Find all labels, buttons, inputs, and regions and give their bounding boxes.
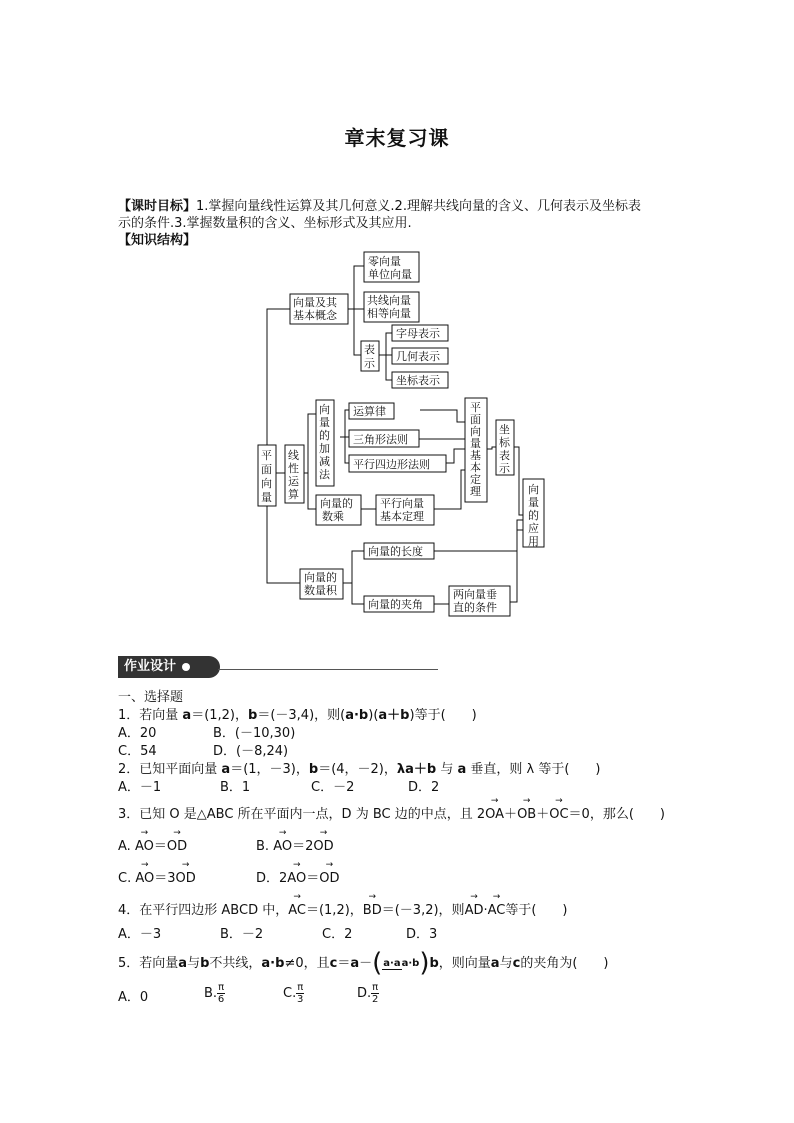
q2-lambda: λa＋b: [396, 762, 437, 777]
basis-thm-char-6: 本: [470, 461, 481, 474]
q4-dot: ·: [483, 903, 488, 918]
unit-vector-label: 单位向量: [368, 268, 412, 281]
angle-label: 向量的夹角: [368, 598, 423, 611]
basis-thm-char-5: 基: [470, 449, 481, 462]
q2-eq2: ＝(4，－2)，: [318, 762, 397, 777]
q5-b-num: π: [218, 982, 225, 993]
q4-vec-ad: → AD: [465, 902, 484, 919]
q3-a-v2: → OD: [167, 838, 187, 855]
q1-option-d[interactable]: D．(－8,24): [213, 744, 289, 759]
scalar-mult-label-2: 数乘: [322, 510, 344, 523]
q2-option-c[interactable]: C．－2: [311, 780, 355, 795]
linear-op-char-3: 运: [288, 475, 299, 488]
q5-b-den: 6: [217, 994, 225, 1005]
q4-option-b[interactable]: B．－2: [220, 927, 264, 942]
equal-label: 相等向量: [367, 307, 411, 320]
q1-mid: )(: [368, 708, 379, 723]
q5-d-pre: D.: [357, 986, 372, 1001]
q3-option-a[interactable]: [118, 838, 187, 855]
q5-d-fraction: [371, 982, 379, 1005]
representation-label-2: 示: [364, 357, 375, 370]
question-4-stem: [118, 902, 568, 919]
q5-mid2: 不共线，: [209, 955, 262, 971]
q5-d-num: π: [372, 982, 379, 993]
q3-d-v1: → AO: [287, 870, 306, 887]
q3-vec-ob: → OB: [517, 806, 536, 823]
q2-prefix: 2．已知平面向量: [118, 762, 222, 777]
q2-tail: 垂直，则 λ 等于( ): [466, 762, 601, 777]
application-char-3: 的: [528, 509, 539, 522]
add-sub-char-4: 加: [319, 442, 330, 455]
q3-tail: ＝0，那么( ): [568, 807, 665, 822]
q5-c-den: 3: [297, 994, 304, 1005]
q5-c-num: π: [297, 982, 304, 993]
q3-vec-oa: → OA: [485, 806, 504, 823]
q4-option-a[interactable]: A．－3: [118, 927, 162, 942]
linear-op-char-4: 算: [288, 488, 299, 501]
q2-mid: 与: [436, 762, 458, 777]
basis-thm-char-3: 向: [470, 425, 481, 438]
banner-tag: [118, 656, 220, 678]
q1-option-c[interactable]: C．54: [118, 744, 157, 759]
q1-vec-b: b: [248, 708, 258, 723]
scalar-mult-label-1: 向量的: [320, 497, 353, 510]
q2-eq1: ＝(1，－3)，: [230, 762, 309, 777]
q3-d-mid: ＝: [306, 871, 320, 886]
q3-b-pre: B.: [256, 839, 274, 854]
q5-vec-b2: b: [429, 955, 439, 971]
question-2-stem: [118, 761, 600, 778]
q5-minus: －: [359, 955, 373, 971]
zero-vector-label: 零向量: [368, 255, 401, 268]
q2-vec-a2: a: [457, 762, 467, 777]
q1-option-a[interactable]: A．20: [118, 726, 157, 741]
q5-option-d[interactable]: [357, 982, 379, 1005]
q5-mid4: ＝: [337, 955, 351, 971]
application-char-1: 向: [528, 483, 539, 496]
homework-banner: [118, 656, 438, 678]
q3-b-mid: ＝2: [292, 839, 314, 854]
basic-concept-label-2: 基本概念: [293, 309, 337, 322]
q3-option-b[interactable]: [256, 838, 334, 855]
q3-d-v2: → OD: [319, 870, 339, 887]
application-char-2: 量: [528, 496, 539, 509]
linear-op-char-2: 性: [288, 462, 299, 475]
q5-frac-den: a·b: [401, 957, 420, 969]
q3-prefix: 3．已知 O 是△ABC 所在平面内一点，D 为 BC 边的中点，且 2: [118, 807, 486, 822]
q5-vec-c2: c: [512, 955, 521, 971]
q4-option-d[interactable]: D．3: [406, 927, 438, 942]
q1-prefix: 1．若向量: [118, 708, 183, 723]
q4-vec-ac: → AC: [288, 902, 306, 919]
q5-c-fraction: [296, 982, 304, 1005]
q5-ab: a·b: [261, 955, 285, 971]
coord-col-char-3: 表: [499, 449, 510, 462]
plane-vector-char-3: 向: [261, 477, 272, 490]
q1-eq1: ＝(1,2)，: [191, 708, 249, 723]
parallelogram-rule-label: 平行四边形法则: [353, 458, 430, 471]
q1-vec-a: a: [182, 708, 192, 723]
plane-vector-char-1: 平: [261, 449, 272, 462]
q2-vec-a: a: [221, 762, 231, 777]
coord-repr-label: 坐标表示: [396, 374, 440, 387]
q3-vec-oc: → OC: [549, 806, 568, 823]
q4-vec-bd: → BD: [363, 902, 382, 919]
goals-line-2: 示的条件.3.掌握数量积的含义、坐标形式及其应用.: [118, 216, 412, 231]
triangle-rule-label: 三角形法则: [353, 433, 408, 446]
application-char-5: 用: [528, 535, 539, 548]
q5-prefix: 5．若向量: [118, 955, 179, 971]
q2-option-b[interactable]: B．1: [220, 780, 251, 795]
q5-vec-b: b: [200, 955, 210, 971]
add-sub-char-5: 减: [319, 455, 330, 468]
geo-repr-label: 几何表示: [396, 350, 440, 363]
q1-tail: )等于( ): [409, 708, 477, 723]
q5-vec-a: a: [178, 955, 188, 971]
q1-ab: a·b: [345, 708, 369, 723]
q5-fraction: [382, 958, 419, 969]
question-3-stem: [118, 806, 665, 823]
q3-a-pre: A.: [118, 839, 135, 854]
plane-vector-char-2: 面: [261, 463, 272, 476]
q4-vec-ac2: → AC: [488, 902, 506, 919]
q5-c-pre: C.: [283, 986, 297, 1001]
add-sub-char-2: 量: [319, 416, 330, 429]
coord-col-char-1: 坐: [499, 423, 510, 436]
basis-thm-char-7: 定: [470, 473, 481, 486]
q5-b-pre: B.: [204, 986, 218, 1001]
perpendicular-label-2: 直的条件: [453, 601, 497, 614]
q5-b-fraction: [217, 982, 225, 1005]
q4-option-c[interactable]: C．2: [322, 927, 353, 942]
q5-option-c[interactable]: [283, 982, 304, 1005]
dot-product-label-2: 数量积: [304, 584, 337, 597]
plane-vector-char-4: 量: [261, 491, 272, 504]
basic-concept-label-1: 向量及其: [293, 296, 337, 309]
linear-op-char-1: 线: [288, 449, 299, 462]
q5-option-b[interactable]: [204, 982, 225, 1005]
section-heading: 一、选择题: [118, 690, 184, 705]
q5-vec-a2: a: [350, 955, 360, 971]
letter-repr-label: 字母表示: [396, 327, 440, 340]
parallel-thm-label-2: 基本定理: [380, 510, 424, 523]
q3-c-v1: → AO: [135, 870, 154, 887]
banner-divider: [218, 669, 438, 670]
q5-tail1: ，则向量: [438, 955, 491, 971]
q3-b-v1: → AO: [273, 838, 292, 855]
goals-label: 【课时目标】: [118, 199, 197, 214]
q4-eq2: ＝(－3,2)，则: [381, 903, 465, 918]
q3-plus1: ＋: [504, 807, 518, 822]
coord-col-char-4: 示: [499, 462, 510, 475]
q5-option-a[interactable]: A．0: [118, 990, 149, 1005]
parallel-thm-label-1: 平行向量: [380, 497, 424, 510]
length-label: 向量的长度: [368, 545, 423, 558]
q1-apb: a＋b: [378, 708, 410, 723]
op-law-label: 运算律: [353, 405, 386, 418]
basis-thm-char-2: 面: [470, 413, 481, 426]
question-5-stem: [118, 946, 608, 980]
q5-mid1: 与: [187, 955, 201, 971]
q2-vec-b: b: [308, 762, 319, 777]
bullet-icon: [182, 663, 190, 671]
q3-option-d[interactable]: [256, 870, 339, 887]
basis-thm-char-8: 理: [470, 485, 481, 498]
basis-thm-char-4: 量: [470, 437, 481, 450]
q1-eq2: ＝(－3,4)，则(: [257, 708, 346, 723]
q5-vec-c: c: [329, 955, 338, 971]
q3-a-v1: → AO: [135, 838, 154, 855]
q3-plus2: ＋: [536, 807, 550, 822]
q5-tail2: 的夹角为( ): [520, 955, 609, 971]
q4-prefix: 4．在平行四边形 ABCD 中，: [118, 903, 289, 918]
question-1-stem: [118, 707, 477, 724]
right-paren-icon: ): [419, 948, 430, 978]
q1-option-b[interactable]: B．(－10,30): [213, 726, 296, 741]
q5-vec-a3: a: [490, 955, 500, 971]
q3-a-mid: ＝: [153, 839, 167, 854]
add-sub-char-1: 向: [319, 403, 330, 416]
q3-option-c[interactable]: [118, 870, 196, 887]
goals-text-1: 1.掌握向量线性运算及其几何意义.2.理解共线向量的含义、几何表示及坐标表: [196, 199, 641, 214]
application-char-4: 应: [528, 522, 539, 535]
q2-option-a[interactable]: A．－1: [118, 780, 162, 795]
collinear-label: 共线向量: [367, 294, 411, 307]
q3-d-pre: D．2: [256, 871, 288, 886]
q3-c-v2: → OD: [176, 870, 196, 887]
q4-tail: 等于( ): [505, 903, 568, 918]
q5-mid3: ≠0，且: [284, 955, 330, 971]
add-sub-char-3: 的: [319, 429, 330, 442]
add-sub-char-6: 法: [319, 468, 330, 481]
q3-c-pre: C.: [118, 871, 136, 886]
q4-eq1: ＝(1,2)，: [305, 903, 363, 918]
q5-mid5: 与: [499, 955, 513, 971]
banner-label: 作业设计: [124, 659, 177, 674]
structure-label: 【知识结构】: [118, 233, 197, 248]
q3-b-v2: → OD: [313, 838, 333, 855]
basis-thm-char-1: 平: [470, 401, 481, 414]
coord-col-char-2: 标: [499, 436, 510, 449]
q5-frac-num: a·a: [383, 957, 401, 969]
perpendicular-label-1: 两向量垂: [453, 588, 497, 601]
dot-product-label-1: 向量的: [304, 571, 337, 584]
q3-c-mid: ＝3: [154, 871, 176, 886]
representation-label-1: 表: [364, 343, 375, 356]
page-title: 章末复习课: [344, 126, 450, 150]
q5-d-den: 2: [371, 994, 379, 1005]
q2-option-d[interactable]: D．2: [408, 780, 440, 795]
left-paren-icon: (: [372, 948, 383, 978]
